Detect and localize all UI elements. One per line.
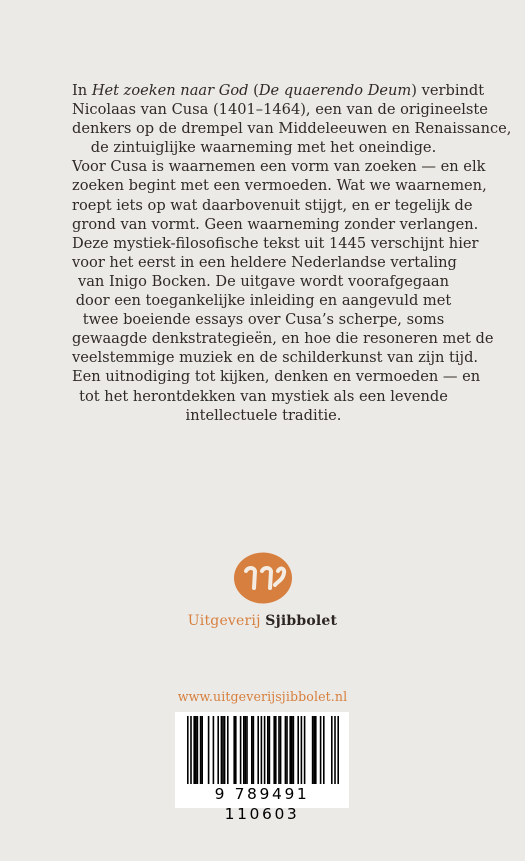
barcode-bar bbox=[235, 716, 237, 784]
blurb-line: Een uitnodiging tot kijken, denken en vermoeden — en bbox=[72, 368, 481, 386]
publisher-logo-icon bbox=[233, 552, 293, 604]
blurb-line: grond van vormt. Geen waarneming zonder verlangen. bbox=[72, 215, 479, 233]
blurb-line: veelstemmige muziek en de schilderkunst van zijn tijd. bbox=[72, 349, 479, 367]
barcode-bar bbox=[251, 716, 253, 784]
barcode-bar bbox=[208, 716, 210, 784]
barcode-bar bbox=[217, 716, 219, 784]
barcode-bar bbox=[278, 716, 280, 784]
barcode-bar bbox=[297, 716, 299, 784]
barcode-bar bbox=[246, 716, 248, 784]
blurb-line: In Het zoeken naar God (De quaerendo Deum) verbindt bbox=[72, 82, 485, 99]
barcode-bar bbox=[257, 716, 259, 784]
barcode-bar bbox=[233, 716, 235, 784]
barcode-bar bbox=[261, 716, 263, 788]
barcode-bar bbox=[221, 716, 223, 784]
barcode-bar bbox=[267, 716, 269, 784]
barcode-bar bbox=[245, 716, 247, 784]
book-title-dutch: Het zoeken naar God bbox=[91, 82, 249, 99]
blurb-line: twee boeiende essays over Cusa’s scherpe, soms bbox=[82, 311, 445, 329]
publisher-website[interactable]: www.uitgeverijsjibbolet.nl bbox=[177, 689, 348, 704]
publisher-name: Uitgeverij Sjibbolet bbox=[187, 613, 338, 629]
barcode-bar bbox=[197, 716, 199, 784]
barcode-bar bbox=[293, 716, 295, 784]
isbn-number: 9 789491 110603 bbox=[175, 784, 349, 804]
book-title-latin: De quaerendo Deum bbox=[258, 82, 412, 99]
blurb-line: van Inigo Bocken. De uitgave wordt voorafgegaan bbox=[77, 272, 449, 290]
barcode-bar bbox=[301, 716, 303, 784]
barcode-bar bbox=[224, 716, 226, 784]
barcode-bar bbox=[213, 716, 215, 784]
blurb-line: voor het eerst in een heldere Nederlandse vertaling bbox=[72, 253, 457, 271]
barcode-bar bbox=[286, 716, 288, 784]
blurb-line: door een toegankelijke inleiding en aangevuld met bbox=[75, 292, 452, 310]
blurb-text bbox=[72, 81, 512, 425]
blurb-line: denkers op de drempel van Middeleeuwen en Renaissance, bbox=[72, 120, 512, 138]
blurb-line: Voor Cusa is waarnemen een vorm van zoeken — en elk bbox=[72, 158, 486, 176]
barcode-bar bbox=[320, 716, 322, 784]
barcode-bar bbox=[227, 716, 229, 784]
barcode-bar bbox=[253, 716, 255, 784]
barcode-bar bbox=[315, 716, 317, 784]
barcode-bar bbox=[304, 716, 306, 784]
barcode-bar bbox=[243, 716, 245, 784]
barcode-bar bbox=[269, 716, 271, 784]
barcode-bar bbox=[193, 716, 195, 784]
barcode-bar bbox=[275, 716, 277, 784]
barcode-bar bbox=[312, 716, 314, 784]
barcode-bar bbox=[334, 716, 336, 788]
barcode-bar bbox=[331, 716, 333, 784]
barcode-bar bbox=[289, 716, 291, 784]
barcode-bar bbox=[195, 716, 197, 784]
blurb-line: tot het herontdekken van mystiek als een levende bbox=[79, 387, 448, 405]
isbn-barcode bbox=[175, 712, 349, 823]
blurb-line: de zintuiglijke waarneming met het oneindige. bbox=[90, 139, 437, 157]
barcode-bar bbox=[190, 716, 192, 788]
barcode-bar bbox=[222, 716, 224, 784]
barcode-bar bbox=[200, 716, 202, 784]
blurb-line: Deze mystiek-filosofische tekst uit 1445 verschijnt hier bbox=[72, 234, 479, 252]
blurb-line: zoeken begint met een vermoeden. Wat we waarnemen, bbox=[72, 177, 487, 195]
barcode-bar bbox=[187, 716, 189, 788]
barcode-bar bbox=[280, 716, 282, 784]
barcode-bar bbox=[240, 716, 242, 784]
barcode-bar bbox=[285, 716, 287, 784]
blurb-line: intellectuele traditie. bbox=[185, 406, 342, 424]
barcode-bar bbox=[273, 716, 275, 784]
blurb-line: roept iets op wat daarbovenuit stijgt, en er tegelijk de bbox=[72, 196, 473, 214]
blurb-line: Nicolaas van Cusa (1401–1464), een van de origineelste bbox=[72, 101, 488, 119]
barcode-bar bbox=[201, 716, 203, 784]
barcode-bar bbox=[264, 716, 266, 788]
barcode-bar bbox=[313, 716, 315, 784]
barcode-bar bbox=[291, 716, 293, 784]
barcode-bar bbox=[323, 716, 325, 784]
barcode-bar bbox=[337, 716, 339, 788]
blurb-line: gewaagde denkstrategieën, en hoe die resoneren met de bbox=[72, 330, 494, 348]
